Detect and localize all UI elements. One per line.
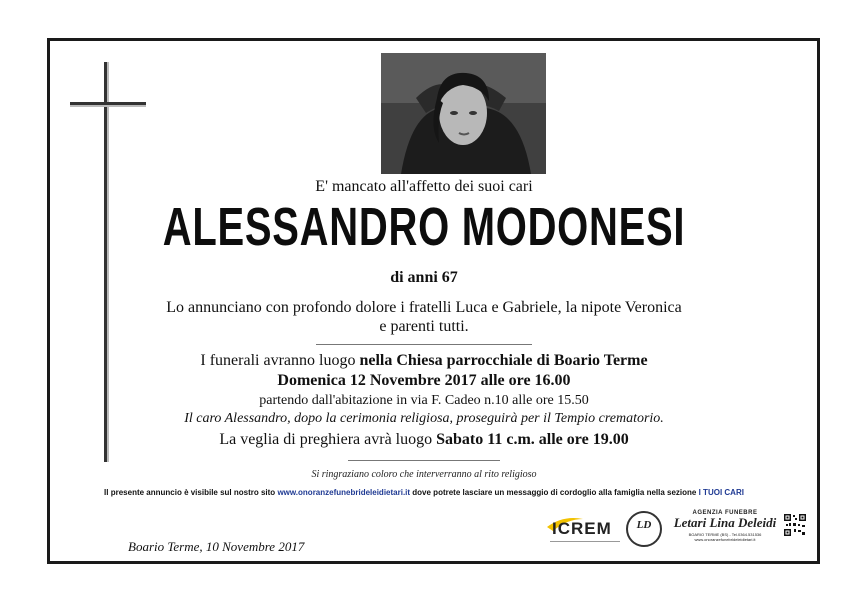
icrem-logo-text: ICREM [552,519,612,538]
qr-code-icon[interactable] [783,513,807,537]
website-link[interactable]: www.onoranzefunebrideleidietari.it [277,488,411,497]
announcement-line: Lo annunciano con profondo dolore i fratelli Luca e Gabriele, la nipote Veronica [166,299,682,316]
agency-name: Letari Lina Deleidi [673,515,777,530]
age-text: di anni 67 [390,269,458,286]
announcement [0,298,848,336]
seal-monogram: LD [636,519,652,531]
deceased-name: ALESSANDRO MODONESI [162,197,686,257]
announcement-line: e parenti tutti. [379,318,469,335]
cross-arm [70,102,146,105]
vigil-prefix: La veglia di preghiera avrà luogo [219,431,433,448]
funeral-church: nella Chiesa parrocchiale di Boario Terme [359,352,648,369]
notice-text: dove potrete lasciare un messaggio di cordoglio alla famiglia nella sezione [412,488,697,497]
notice-text: Il presente annuncio è visibile sul nostro sito [104,488,276,497]
intro-text: E' mancato all'affetto dei suoi cari [315,178,533,195]
agency-address: BOARIO TERME (BS) - Tel.0364.531536 [688,532,762,537]
funeral-prefix: I funerali avranno luogo [200,352,356,369]
agency-logo [669,510,781,542]
divider [348,460,500,461]
vigil-info [0,431,848,449]
funeral-departure: partendo dall'abitazione in via F. Cadeo n.10 alle ore 15.50 [259,393,589,408]
portrait-photo [381,53,546,174]
agency-site: www.onoranzefunebrideleidietari.it [694,537,756,542]
vigil-date: Sabato 11 c.m. alle ore 19.00 [436,431,629,448]
funeral-location [0,352,848,370]
cremation-note: Il caro Alessandro, dopo la cerimonia religiosa, proseguirà per il Tempio crematorio. [184,411,664,426]
icrem-subtext [550,539,620,545]
funeral-date: Domenica 12 Novembre 2017 alle ore 16.00 [277,372,571,389]
thanks-text: Si ringraziano coloro che interverranno al rito religioso [311,469,537,480]
divider [316,344,532,345]
agency-title: AGENZIA FUNEBRE [692,510,758,516]
section-link[interactable]: I TUOI CARI [698,488,744,497]
website-notice [0,488,848,497]
place-date: Boario Terme, 10 Novembre 2017 [128,539,305,554]
